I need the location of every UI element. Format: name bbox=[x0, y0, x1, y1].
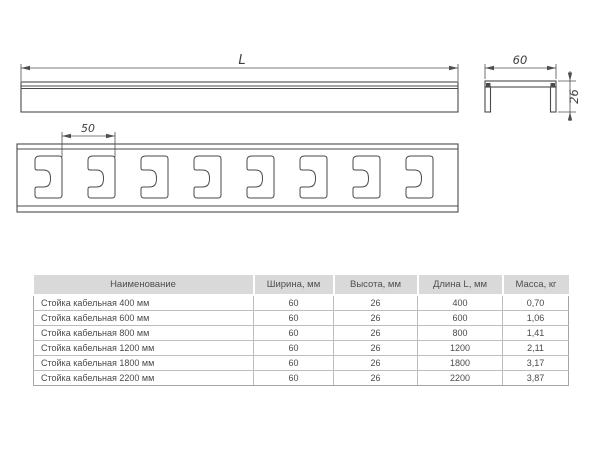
dimension-pitch-label: 50 bbox=[81, 122, 95, 135]
cell-height: 26 bbox=[334, 356, 418, 371]
dimension-width bbox=[485, 53, 556, 79]
cell-length: 2200 bbox=[418, 371, 503, 386]
arrowhead-icon bbox=[62, 134, 71, 138]
section-view bbox=[485, 81, 556, 112]
table-row bbox=[34, 371, 569, 386]
cell-name: Стойка кабельная 1200 мм bbox=[34, 341, 254, 356]
table-row bbox=[34, 326, 569, 341]
section-top-flange bbox=[485, 81, 556, 87]
spec-table bbox=[33, 275, 569, 386]
header-height: Высота, мм bbox=[334, 275, 418, 295]
cell-mass: 1,41 bbox=[503, 326, 569, 341]
section-corner-joint bbox=[486, 83, 491, 87]
front-view-body bbox=[17, 144, 458, 212]
cell-name: Стойка кабельная 1800 мм bbox=[34, 356, 254, 371]
arrowhead-icon bbox=[106, 134, 115, 138]
arrowhead-icon bbox=[547, 66, 556, 70]
slot-cutout bbox=[141, 156, 168, 198]
cell-length: 600 bbox=[418, 311, 503, 326]
table-row bbox=[34, 311, 569, 326]
arrowhead-icon bbox=[568, 112, 572, 121]
slot-cutout bbox=[300, 156, 327, 198]
cell-length: 1800 bbox=[418, 356, 503, 371]
header-width: Ширина, мм bbox=[254, 275, 334, 295]
cell-height: 26 bbox=[334, 326, 418, 341]
dimension-length-label: L bbox=[238, 53, 246, 68]
cell-mass: 2,11 bbox=[503, 341, 569, 356]
dimension-width-label: 60 bbox=[512, 53, 528, 67]
dimension-length bbox=[21, 53, 458, 81]
cell-width: 60 bbox=[254, 371, 334, 386]
dimension-pitch bbox=[62, 122, 115, 157]
cell-width: 60 bbox=[254, 356, 334, 371]
cell-width: 60 bbox=[254, 341, 334, 356]
dimension-height-label: 26 bbox=[567, 89, 581, 104]
cell-length: 400 bbox=[418, 295, 503, 311]
cell-mass: 1,06 bbox=[503, 311, 569, 326]
cell-height: 26 bbox=[334, 341, 418, 356]
section-right-leg bbox=[551, 87, 557, 112]
slot-row bbox=[35, 156, 433, 198]
cell-name: Стойка кабельная 2200 мм bbox=[34, 371, 254, 386]
cell-mass: 0,70 bbox=[503, 295, 569, 311]
slot-cutout bbox=[194, 156, 221, 198]
cell-height: 26 bbox=[334, 311, 418, 326]
cell-length: 800 bbox=[418, 326, 503, 341]
cell-height: 26 bbox=[334, 295, 418, 311]
slot-cutout bbox=[247, 156, 274, 198]
side-view bbox=[21, 82, 458, 112]
header-mass: Масса, кг bbox=[503, 275, 569, 295]
table-row bbox=[34, 356, 569, 371]
arrowhead-icon bbox=[485, 66, 494, 70]
cell-width: 60 bbox=[254, 295, 334, 311]
cell-mass: 3,87 bbox=[503, 371, 569, 386]
cell-name: Стойка кабельная 800 мм bbox=[34, 326, 254, 341]
section-corner-joint bbox=[551, 83, 556, 87]
arrowhead-icon bbox=[21, 66, 30, 70]
cell-name: Стойка кабельная 600 мм bbox=[34, 311, 254, 326]
cell-mass: 3,17 bbox=[503, 356, 569, 371]
cell-length: 1200 bbox=[418, 341, 503, 356]
slot-cutout bbox=[35, 156, 62, 198]
spec-table-body bbox=[34, 295, 569, 386]
header-name: Наименование bbox=[34, 275, 254, 295]
slot-cutout bbox=[353, 156, 380, 198]
slot-cutout bbox=[88, 156, 115, 198]
cell-width: 60 bbox=[254, 326, 334, 341]
table-row bbox=[34, 341, 569, 356]
arrowhead-icon bbox=[449, 66, 458, 70]
header-row bbox=[34, 275, 569, 295]
cell-width: 60 bbox=[254, 311, 334, 326]
dimension-height bbox=[558, 71, 581, 121]
front-view bbox=[17, 144, 458, 212]
table-row bbox=[34, 295, 569, 311]
cell-name: Стойка кабельная 400 мм bbox=[34, 295, 254, 311]
section-left-leg bbox=[485, 87, 491, 112]
slot-cutout bbox=[406, 156, 433, 198]
spec-table-header bbox=[34, 275, 569, 295]
cell-height: 26 bbox=[334, 371, 418, 386]
side-view-body bbox=[21, 82, 458, 112]
arrowhead-icon bbox=[568, 73, 572, 82]
header-length: Длина L, мм bbox=[418, 275, 503, 295]
